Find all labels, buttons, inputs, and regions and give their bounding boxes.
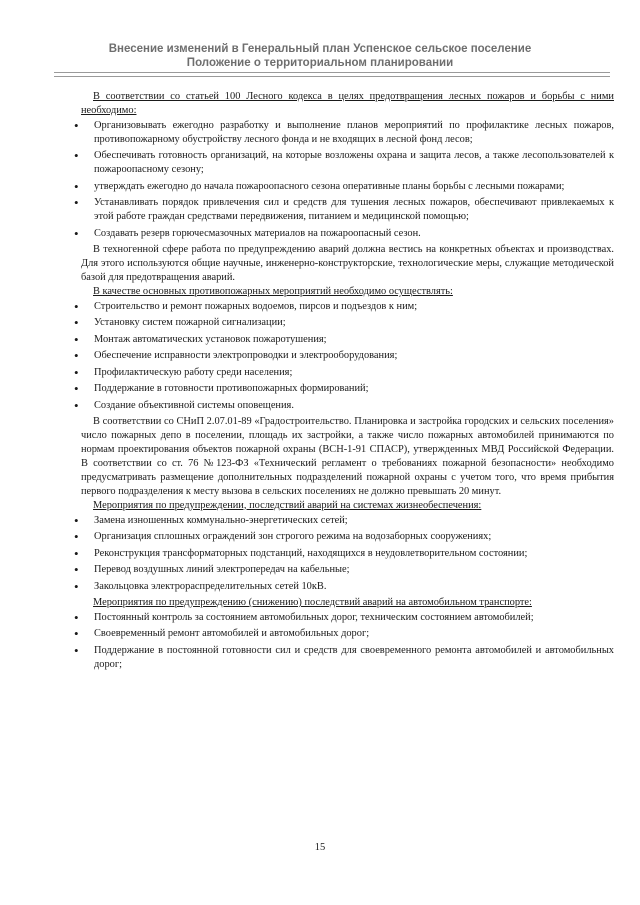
transport-heading: Мероприятия по предупреждению (снижению) последствий аварий на автомобильном транспорте: xyxy=(93,597,532,608)
list-item: • Своевременный ремонт автомобилей и автомобильных дорог; xyxy=(81,627,614,641)
snip-paragraph: В соответствии со СНиП 2.07.01-89 «Градостроительство. Планировка и застройка городских и сельских поселения» число пожарных депо в поселении, площадь их застройки, а также число пожарных автомобилей принимаются по нормам проектирования объектов пожарной охраны (ВСН-1-91 СПАСР), утвержденных МВД Российской Федерации. В соответствии со ст. 76 №123-ФЗ «Технический регламент о требованиях пожарной безопасности» необходимо предусматривать размещение дополнительных подразделений пожарной охраны с учетом того, что время прибытия первого подразделения к месту вызова в сельских поселениях не должно превышать 20 минут. xyxy=(81,416,614,497)
list-item: • Постоянный контроль за состоянием автомобильных дорог, техническим состоянием автомобилей; xyxy=(81,611,614,625)
list-item: • Установку систем пожарной сигнализации; xyxy=(81,316,614,330)
list-item: • Обеспечение исправности электропроводки и электрооборудования; xyxy=(81,349,614,363)
forest-measures-list xyxy=(81,119,614,241)
list-item: • Создавать резерв горючесмазочных материалов на пожароопасный сезон. xyxy=(81,227,614,241)
fire-measures-heading: В качестве основных противопожарных мероприятий необходимо осуществлять: xyxy=(93,285,453,297)
list-item: • Устанавливать порядок привлечения сил и средств для тушения лесных пожаров, обеспечивают привлекаемых к этой работе граждан средствами передвижения, питанием и медицинской помощью; xyxy=(81,196,614,224)
life-support-heading: Мероприятия по предупреждении, последствий аварий на системах жизнеобеспечения: xyxy=(93,499,482,511)
fire-measures-list xyxy=(81,300,614,413)
list-item: • утверждать ежегодно до начала пожароопасного сезона оперативные планы борьбы с лесными пожарами; xyxy=(81,180,614,194)
list-item: • Реконструкция трансформаторных подстанций, находящихся в неудовлетворительном состоянии; xyxy=(81,547,614,561)
list-item: • Строительство и ремонт пожарных водоемов, пирсов и подъездов к ним; xyxy=(81,300,614,314)
document-body xyxy=(81,90,614,674)
page-header xyxy=(0,42,640,70)
list-item: • Организация сплошных ограждений зон строгого режима на водозаборных сооружениях; xyxy=(81,530,614,544)
page-number: 15 xyxy=(314,842,326,853)
list-item: • Замена изношенных коммунально-энергетических сетей; xyxy=(81,514,614,528)
list-item: • Создание объективной системы оповещения. xyxy=(81,399,614,413)
life-support-list xyxy=(81,514,614,594)
forest-section-heading: В соответствии со статьей 100 Лесного кодекса в целях предотвращения лесных пожаров и борьбы с ними необходимо: xyxy=(81,91,614,116)
list-item: • Профилактическую работу среди населения; xyxy=(81,366,614,380)
header-title: Внесение изменений в Генеральный план Успенское сельское поселение xyxy=(108,43,532,55)
list-item: • Поддержание в готовности противопожарных формирований; xyxy=(81,382,614,396)
header-divider xyxy=(54,72,610,77)
list-item: • Поддержание в постоянной готовности сил и средств для своевременного ремонта автомобилей и автомобильных дорог; xyxy=(81,644,614,672)
header-subtitle: Положение о территориальном планировании xyxy=(186,57,454,69)
technogenic-paragraph: В техногенной сфере работа по предупреждению аварий должна вестись на конкретных объектах и производствах. Для этого используются общие научные, инженерно-конструкторские, технологические меры, служащие методической базой для предотвращения аварий. xyxy=(81,244,614,283)
list-item: • Обеспечивать готовность организаций, на которые возложены охрана и защита лесов, а также лесопользователей к пожароопасному сезону; xyxy=(81,149,614,177)
list-item: • Монтаж автоматических установок пожаротушения; xyxy=(81,333,614,347)
list-item: • Закольцовка электрораспределительных сетей 10кВ. xyxy=(81,580,614,594)
transport-list xyxy=(81,611,614,672)
list-item: • Организовывать ежегодно разработку и выполнение планов мероприятий по профилактике лесных пожаров, противопожарному обустройству лесного фонда и не входящих в лесной фонд лесов; xyxy=(81,119,614,147)
list-item: • Перевод воздушных линий электропередач на кабельные; xyxy=(81,563,614,577)
